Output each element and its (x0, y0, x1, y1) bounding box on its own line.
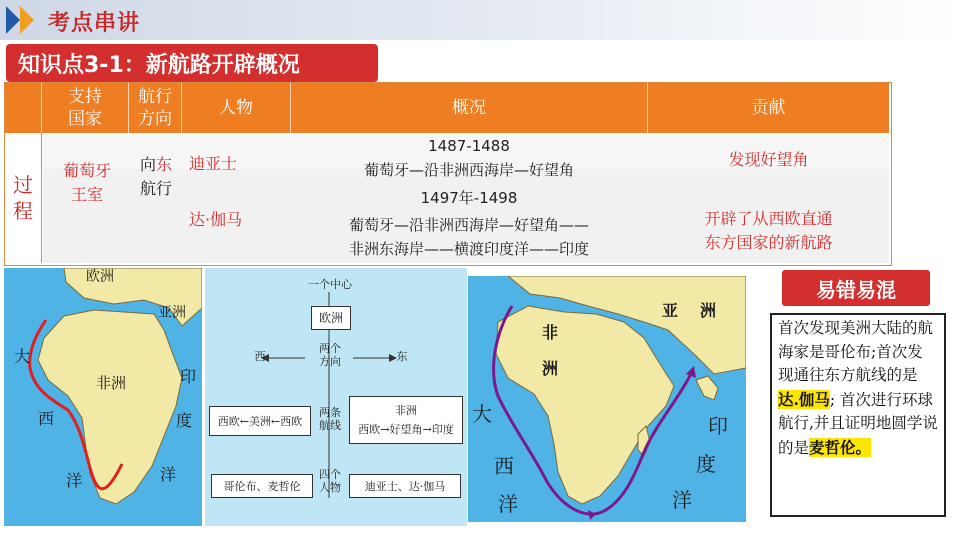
chevron-blue-icon (6, 6, 20, 34)
map-label-ocean-3: 洋 (66, 471, 83, 490)
divider (290, 83, 291, 133)
direction-suffix: 航行 (139, 179, 172, 198)
map-label-africa: 非洲 (96, 374, 127, 392)
map-dias-route (4, 268, 202, 526)
page-title: 考点串讲 (48, 11, 141, 36)
map-label-indian-1: 印 (708, 414, 728, 438)
support-country-cell: 葡萄牙 王室 (62, 161, 111, 204)
flow-people-label: 四个 人物 (319, 468, 341, 494)
corner-header-cell (5, 83, 41, 133)
divider (647, 83, 648, 133)
flow-europe-box: 欧洲 (311, 306, 351, 330)
flow-people-left: 哥伦布、麦哲伦 (211, 474, 313, 498)
header-contribution: 贡献 (648, 83, 889, 133)
map-gama-route (468, 276, 746, 522)
note-text-2: ; 首次进行环球航行,并且证明地圆学说的是 (778, 390, 938, 457)
note-text-1: 首次发现美洲大陆的航海家是哥伦布;首次发现通往东方航线的是 (778, 319, 934, 384)
flow-west-route-box: 西欧←美洲←西欧 (209, 406, 311, 436)
header-support-country: 支持 国家 (42, 83, 128, 133)
contribution-dias: 发现好望角 (728, 150, 809, 169)
header-person: 人物 (182, 83, 290, 133)
map-label-europe: 欧洲 (86, 269, 114, 285)
flow-east-route: 西欧→好望角→印度 (358, 423, 454, 436)
map-label-asia-1: 亚 (662, 301, 679, 320)
person-gama: 达·伽马 (189, 210, 243, 229)
flow-people-right: 迪亚士、达·伽马 (349, 474, 461, 498)
map-label-indian-3: 洋 (160, 465, 177, 484)
confusion-badge: 易错易混 (816, 278, 896, 302)
map-label-ocean-1: 大 (14, 347, 31, 366)
person-dias: 迪亚士 (189, 154, 238, 173)
direction-prefix: 向 (139, 155, 156, 174)
flow-east-route-box (349, 396, 463, 444)
section-title: 知识点3-1：新航路开辟概况 (18, 53, 300, 78)
flow-east-route-title: 非洲 (395, 404, 417, 417)
map-label-ocean-1: 大 (472, 402, 492, 426)
header-direction: 航行 方向 (129, 83, 181, 133)
flow-center-label: 一个中心 (308, 278, 352, 291)
map-label-ocean-3: 洋 (498, 492, 518, 516)
chevron-orange-icon (20, 6, 34, 34)
route-gama: 葡萄牙—沿非洲西海岸—好望角—— 非洲东海岸——横渡印度洋——印度 (348, 216, 589, 258)
map-label-ocean-2: 西 (38, 409, 55, 428)
map-label-indian-2: 度 (176, 411, 193, 430)
map-label-africa-2: 洲 (542, 359, 559, 378)
note-highlight-gama: 达.伽马 (778, 389, 830, 409)
flow-directions-label: 两个 方向 (319, 342, 341, 368)
year-gama: 1497年-1498 (420, 189, 518, 207)
confusion-note (770, 313, 946, 517)
header-bar (0, 0, 960, 40)
map-label-asia-2: 洲 (700, 301, 717, 320)
direction-east: 东 (156, 155, 173, 174)
divider (181, 83, 182, 133)
divider (41, 83, 42, 133)
direction-cell (131, 153, 181, 201)
map-label-indian-2: 度 (696, 452, 716, 476)
divider (128, 83, 129, 133)
flow-routes-label: 两条 航线 (319, 406, 341, 432)
map-label-indian-1: 印 (180, 367, 197, 386)
map-label-ocean-2: 西 (494, 454, 514, 478)
map-label-indian-3: 洋 (672, 488, 692, 512)
note-highlight-magellan: 麦哲伦。 (809, 437, 872, 457)
contribution-gama: 开辟了从西欧直通 东方国家的新航路 (704, 209, 833, 252)
map-label-africa-1: 非 (542, 323, 559, 342)
overview-table (4, 82, 892, 266)
route-dias: 葡萄牙—沿非洲西海岸—好望角 (363, 161, 574, 179)
row-group-label: 过 程 (5, 133, 42, 263)
map-label-asia: 亚洲 (158, 305, 186, 321)
flow-east: 东 (396, 350, 408, 363)
year-dias: 1487-1488 (428, 137, 510, 155)
header-overview: 概况 (291, 83, 647, 133)
summary-flow-chart (205, 268, 467, 526)
flow-west: 西 (254, 350, 266, 363)
